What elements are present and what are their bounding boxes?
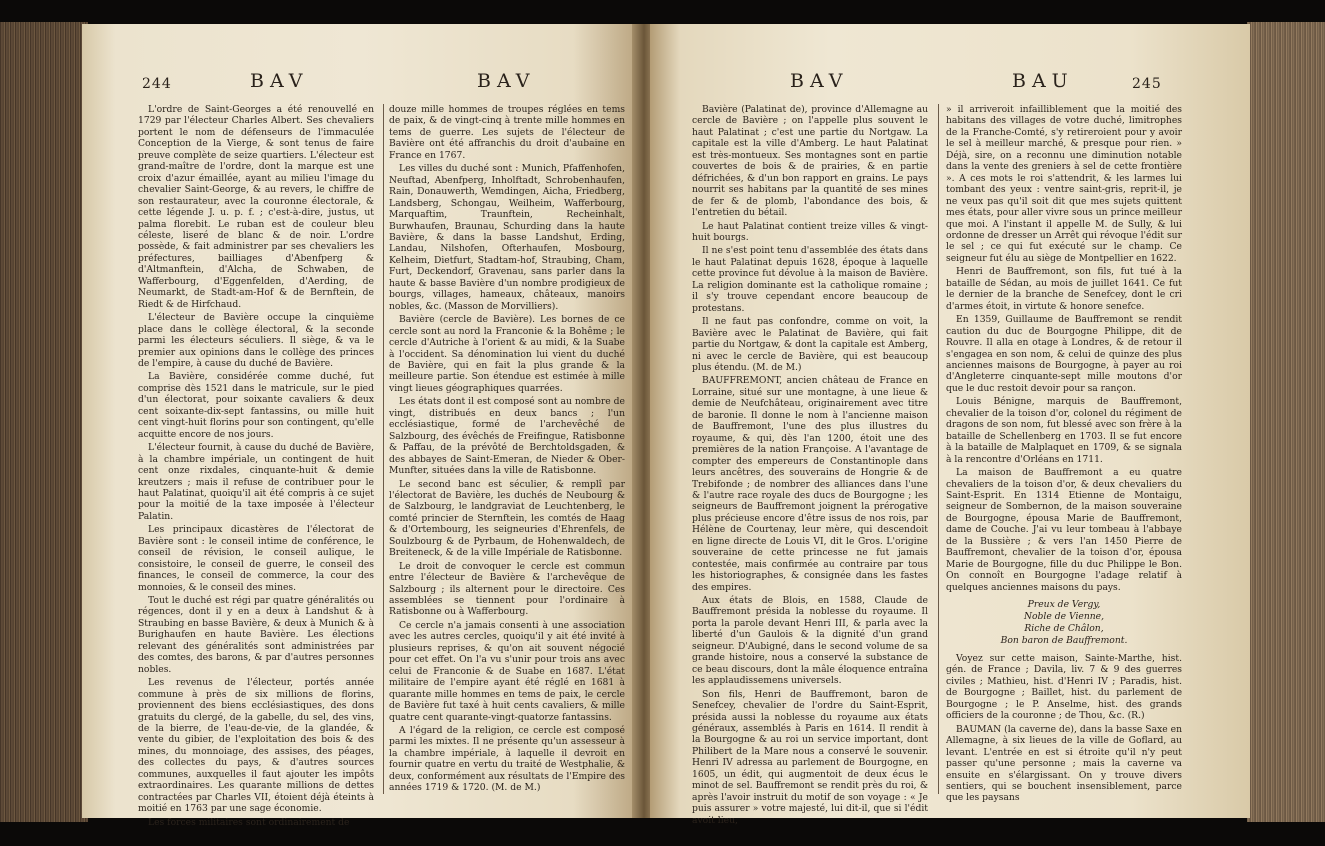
left-page: [82, 24, 640, 828]
running-head: BAV: [477, 70, 536, 92]
paragraph: Les états dont il est composé sont au nombre de vingt, distribués en deux bancs ; l'un ecclésiastique, formé de l'archevêché de Salzbourg, des évêchés de Freifingue, Ratisbonne & Paffau, de la prévôté de Berchtoldsgaden, & des abbayes de Saint-Emeran, de Nieder & Ober-Munfter, situées dans la ville de Ratisbonne.: [389, 396, 625, 477]
column-rule: [383, 104, 384, 794]
paragraph: L'électeur de Bavière occupe la cinquième place dans le collège électoral, & la seconde parmi les électeurs séculiers. Il siège, & va le premier aux opinions dans le collège des princes de l'empire, à cause du duché de Bavière.: [138, 312, 374, 369]
paragraph: Il ne s'est point tenu d'assemblée des états dans le haut Palatinat depuis 1628, époque à laquelle cette province fut dévolue à la maison de Bavière. La religion dominante est la catholique romaine ; il s'y trouve cependant encore beaucoup de protestans.: [692, 245, 928, 314]
page-number: 244: [142, 76, 172, 92]
paragraph: Les principaux dicastères de l'électorat de Bavière sont : le conseil intime de conférence, le conseil de révision, le conseil aulique, le consistoire, le conseil de guerre, le conseil des finances, le conseil de commerce, la cour des monnoies, & le conseil des mines.: [138, 524, 374, 593]
paragraph: Son fils, Henri de Bauffremont, baron de Senefcey, chevalier de l'ordre du Saint-Esprit, présida aussi la noblesse du royaume aux états généraux, assemblés à Paris en 1614. Il rendit à la Bourgogne & au roi un service important, dont Philibert de la Mare nous a conservé le souvenir. Henri IV adressa au parlement de Bourgogne, en 1605, un édit, qui augmentoit de deux écus le minot de sel. Bauffremont se rendit près du roi, & après l'avoir instruit du motif de son voyage : « Je puis assurer » votre majesté, lui dit-il, que si l'édit avoit lieu,: [692, 688, 928, 826]
verse-line: Riche de Châlon,: [1024, 623, 1104, 635]
paragraph: En 1359, Guillaume de Bauffremont se rendit caution du duc de Bourgogne Philippe, dit de Rouvre. Il alla en otage à Londres, & de retour il s'engagea en son nom, & celui de quinze des plus anciennes maisons de Bourgogne, à payer au roi d'Angleterre cinquante-sept mille moutons d'or que le duc restoit devoir pour sa rançon.: [946, 314, 1182, 394]
verse-line: Bon baron de Bauffremont.: [1000, 635, 1128, 647]
paragraph: A l'égard de la religion, ce cercle est composé parmi les mixtes. Il ne présente qu'un assesseur à la chambre impériale, à laquelle il devroit en fournir quatre en vertu du traité de Westphalie, & deux, conformément aux résultats de l'Empire des années 1719 & 1720. (M. de M.): [389, 725, 625, 794]
paragraph: Bavière (cercle de Bavière). Les bornes de ce cercle sont au nord la Franconie & la Bohême ; le cercle d'Autriche à l'orient & au midi, & la Suabe à l'occident. Sa dénomination lui vient du duché de Bavière, qui en fait la plus grande & la meilleure partie. Son étendue est estimée à mille vingt lieues géographiques quarrées.: [389, 314, 625, 394]
left-page-header: [82, 70, 640, 98]
left-page-column-1: [138, 104, 374, 830]
right-page: [650, 24, 1250, 826]
paragraph: BAUFFREMONT, ancien château de France en Lorraine, situé sur une montagne, à une lieue & demie de Neufchâteau, originairement avec titre de baronie. Il donne le nom à l'ancienne maison de Bauffremont, l'une des plus illustres du royaume, & qui, dès l'an 1200, étoit une des premières de la nation Françoise. A l'avantage de compter des empereurs de Constantinople dans leurs ancêtres, des souverains de Hongrie & de Trebifonde ; de nombrer des alliances dans l'une & l'autre race royale des ducs de Bourgogne ; les seigneurs de Bauffremont joignent la prérogative plus précieuse encore d'être issus de nos rois, par Hélène de Courtenay, leur mère, qui descendoit en ligne directe de Louis VI, dit le Gros. L'origine souveraine de cette princesse ne fut jamais contestée, mais confirmée au contraire par tous les historiographes, & consignée dans les fastes des empires.: [692, 375, 928, 593]
paragraph: Le droit de convoquer le cercle est commun entre l'électeur de Bavière & l'archevêque de Salzbourg ; ils alternent pour le directoire. Ces assemblées se tiennent pour l'ordinaire à Ratisbonne ou à Wafferbourg.: [389, 560, 625, 618]
running-head: BAU: [1012, 70, 1074, 92]
right-page-column-1: [692, 104, 928, 828]
paragraph: Le second banc est séculier, & remplî par l'électorat de Bavière, les duchés de Neubourg & de Salzbourg, le landgraviat de Leuchtenberg, le comté princier de Sternftein, les comtés de Haag & d'Ortembourg, les seigneuries d'Ehrenfels, de Soulzbourg & de Pyrbaum, de Hohenwaldech, de Breiteneck, & de la ville Impériale de Ratisbonne.: [389, 478, 625, 559]
right-page-column-2: [946, 104, 1182, 806]
paragraph: Tout le duché est régi par quatre généralités ou régences, dont il y en a deux à Landshut & à Straubing en basse Bavière, & deux à Munich & à Burighaufen en haute Bavière. Les élections relevant des généralités sont administrées par des comtes, des barons, & par d'autres personnes nobles.: [138, 595, 374, 675]
right-page-header: [650, 70, 1250, 98]
paragraph: Les revenus de l'électeur, portés année commune à près de six millions de florins, proviennent des biens ecclésiastiques, des dons gratuits du clergé, de la gabelle, du sel, des vins, de la bierre, de l'eau-de-vie, de la glandée, & vente du gibier, de l'exploitation des bois & des mines, du monnoiage, des assises, des péages, des collectes du pays, & d'autres sources communes, auxquelles il faut ajouter les impôts extraordinaires. Les quarante millions de dettes contractées par Charles VII, étoient déjà éteints à moitié en 1763 par une sage économie.: [138, 677, 374, 815]
paragraph: douze mille hommes de troupes réglées en tems de paix, & de vingt-cinq à trente mille hommes en tems de guerre. Les sujets de l'électeur de Bavière ont été affranchis du droit d'aubaine en France en 1767.: [389, 104, 625, 161]
page-number: 245: [1132, 76, 1162, 92]
left-page-column-2: [389, 104, 625, 796]
verse-line: Noble de Vienne,: [1023, 611, 1105, 623]
verse-line: Preux de Vergy,: [1027, 599, 1101, 611]
paragraph: Les forces militaires sont ordinairement de: [148, 816, 350, 828]
paragraph: Louis Bénigne, marquis de Bauffremont, chevalier de la toison d'or, colonel du régiment de dragons de son nom, fut blessé avec son frère à la bataille de Schellenberg en 1703. Il se fut encore à la bataille de Malplaquet en 1709, & se signala à la rencontre d'Orléans en 1711.: [946, 396, 1182, 465]
paragraph: La Bavière, considérée comme duché, fut comprise dès 1521 dans le matricule, sur le pied d'un électorat, pour soixante cavaliers & deux cent soixante-dix-sept fantassins, ou mille huit cent vingt-huit florins pour son contingent, qu'elle acquitte encore de nos jours.: [138, 371, 374, 440]
paragraph: Aux états de Blois, en 1588, Claude de Bauffremont présida la noblesse du royaume. Il porta la parole devant Henri III, & parla avec la liberté d'un Gaulois & la dignité d'un grand seigneur. D'Aubigné, dans le second volume de sa grande histoire, nous a conservé la substance de ce beau discours, dont la mâle éloquence entraîna les applaudissemens universels.: [692, 595, 928, 687]
paragraph: L'ordre de Saint-Georges a été renouvellé en 1729 par l'électeur Charles Albert. Ses chevaliers portent le nom de défenseurs de l'immaculée Conception de la Vierge, & sont tenus de faire preuve complète de seize quartiers. L'électeur est grand-maître de l'ordre, dont la marque est une croix d'azur émaillée, ayant au milieu l'image du chevalier Saint-George, & au revers, le chiffre de son restaurateur, avec la couronne électorale, & cette légende J. u. p. f. ; c'est-à-dire, justus, ut palma florebit. Le ruban est de couleur bleu céleste, liseré de blanc & de noir. L'ordre possède, & fait administrer par ses chevaliers les préfectures, bailliages d'Abenfperg & d'Altmanftein, d'Alcha, de Schwaben, de Wafferbourg, d'Eggenfelden, d'Aerding, de Neumarkt, de Stadt-am-Hof & de Bernftein, de Riedt & de Hirfchaud.: [138, 104, 374, 310]
running-head: BAV: [250, 70, 309, 92]
verse-adage: [946, 599, 1182, 647]
paragraph: Henri de Bauffremont, son fils, fut tué à la bataille de Sédan, au mois de juillet 1641. Ce fut le dernier de la branche de Senefcey, dont le cri d'armes étoit, in virtute & honore senefce.: [946, 266, 1182, 312]
paragraph: Ce cercle n'a jamais consenti à une association avec les autres cercles, quoiqu'il y ait été invité à plusieurs reprises, & qu'on ait souvent négocié pour cet effet. On l'a vu s'unir pour trois ans avec celui de Franconie & de Suabe en 1687. L'état militaire de l'empire ayant été réglé en 1681 à quarante mille hommes en tems de paix, le cercle de Bavière fut taxé à huit cents cavaliers, & mille quatre cent quarante-vingt-quatorze fantassins.: [389, 619, 625, 723]
paragraph: Le haut Palatinat contient treize villes & vingt-huit bourgs.: [692, 220, 928, 243]
paragraph: Les villes du duché sont : Munich, Pfaffenhofen, Neuftad, Abenfperg, Inholftadt, Schrobenhaufen, Rain, Donauwerth, Wemdingen, Aicha, Friedberg, Landsberg, Schongau, Weilheim, Wafferbourg, Marquaftim, Traunftein, Recheinhalt, Burwhaufen, Braunau, Schurding dans la haute Bavière, & dans la basse Landshut, Erding, Landau, Nilshofen, Ofterhaufen, Mosbourg, Kelheim, Dietfurt, Stadtam-hof, Straubing, Cham, Furt, Deckendorf, Gravenau, sans parler dans la haute & basse Bavière d'un nombre prodigieux de bourgs, villages, hameaux, châteaux, manoirs nobles, &c. (Masson de Morvilliers).: [389, 163, 625, 312]
page-edges-right: [1247, 22, 1325, 822]
paragraph: » il arriveroit infailliblement que la moitié des habitans des villages de votre duché, limitrophes de la Franche-Comté, s'y retireroient pour y avoir le sel à meilleur marché, & presque pour rien. » Déjà, sire, on a reconnu une diminution notable dans la vente des greniers à sel de cette frontière ». A ces mots le roi s'attendrit, & les larmes lui tombant des yeux : ventre saint-gris, reprit-il, je ne veux pas qu'il soit dit que mes sujets quittent mes états, pour aller vivre sous un prince meilleur que moi. A l'instant il appelle M. de Sully, & lui ordonne de dresser un Arrêt qui révoque l'édit sur le sel ; ce qui fut exécuté sur le champ. Ce seigneur fut élu au siège de Montpellier en 1622.: [946, 104, 1182, 264]
column-rule: [938, 104, 939, 794]
page-edges-left: [0, 22, 88, 822]
paragraph: L'électeur fournit, à cause du duché de Bavière, à la chambre impériale, un contingent de huit cent onze rixdales, cinquante-huit & demie kreutzers ; mais il refuse de contribuer pour le haut Palatinat, quoiqu'il ait été compris à ce sujet pour la moitié de la taxe imposée à l'électeur Palatin.: [138, 442, 374, 522]
paragraph: Voyez sur cette maison, Sainte-Marthe, hist. gén. de France ; Davila, liv. 7 & 9 des guerres civiles ; Mathieu, hist. d'Henri IV ; Paradis, hist. de Bourgogne ; Baillet, hist. du parlement de Bourgogne ; le P. Anselme, hist. des grands officiers de la couronne ; de Thou, &c. (R.): [946, 653, 1182, 722]
running-head: BAV: [790, 70, 849, 92]
paragraph: BAUMAN (la caverne de), dans la basse Saxe en Allemagne, à six lieues de la ville de Goflard, au levant. L'entrée en est si étroite qu'il n'y peut passer qu'une personne ; mais la caverne va ensuite en s'élargissant. On y trouve divers sentiers, qui se bouchent insensiblement, parce que les paysans: [946, 723, 1182, 804]
paragraph: Bavière (Palatinat de), province d'Allemagne au cercle de Bavière ; on l'appelle plus souvent le haut Palatinat ; c'est une partie du Nortgaw. La capitale est la ville d'Amberg. Le haut Palatinat est très-montueux. Ses montagnes sont en partie couvertes de bois & de prairies, & en partie défrichées, & d'un bon rapport en grains. Le pays nourrit ses habitans par la quantité de ses mines de fer & de plomb, l'abondance des bois, & l'entretien du bétail.: [692, 104, 928, 219]
paragraph: Il ne faut pas confondre, comme on voit, la Bavière avec le Palatinat de Bavière, qui fait partie du Nortgaw, & dont la capitale est Amberg, ni avec le cercle de Bavière, qui est beaucoup plus étendu. (M. de M.): [692, 316, 928, 373]
paragraph: La maison de Bauffremont a eu quatre chevaliers de la toison d'or, & deux chevaliers du Saint-Esprit. En 1314 Etienne de Montaigu, seigneur de Sombernon, de la maison souveraine de Bourgogne, épousa Marie de Bauffremont, dame de Couche. J'ai vu leur tombeau à l'abbaye de la Bussière ; & vers l'an 1450 Pierre de Bauffremont, chevalier de la toison d'or, épousa Marie de Bourgogne, fille du duc Philippe le Bon. On connoît en Bourgogne l'adage relatif à quelques anciennes maisons du pays.: [946, 467, 1182, 593]
